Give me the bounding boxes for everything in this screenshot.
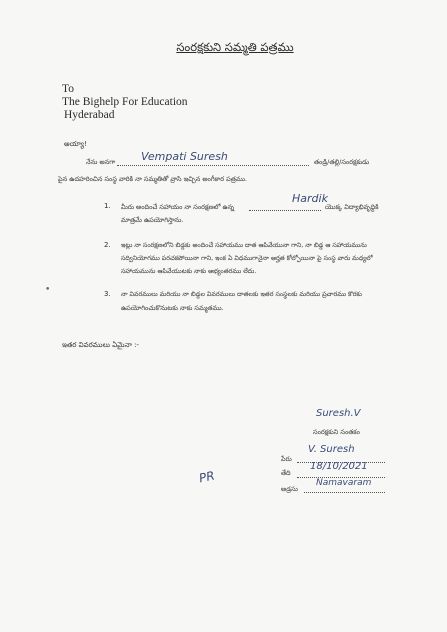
address-to: To	[62, 83, 74, 95]
item2-line2: సద్వినియోగము పరచకపోయినా గాని, ఇంక ఏ విధముగానైనా అర్హత కోల్పోయినా పై సంస్థ వారు మధ్యలో	[121, 255, 373, 262]
signature-label: సంరక్షకుని సంతకం	[313, 428, 360, 436]
item1-line1-prefix: మీరు అందించే సహాయం నా సంరక్షణలో ఉన్న	[121, 203, 235, 211]
field-value-name: V. Suresh	[308, 444, 355, 455]
item2-line3: సహాయమును ఆపివేయుటకు నాకు అభ్యంతరము లేదు.	[121, 268, 257, 275]
address-city: Hyderabad	[64, 109, 115, 121]
guardian-signature: Suresh.V	[316, 408, 361, 419]
intro-line2: పైన ఉదహరించిన సంస్థ వారికి నా సమ్మతితో వ్రాసి ఇచ్చిన అంగీకార పత్రము.	[58, 175, 248, 183]
address-org: The Bighelp For Education	[62, 96, 188, 108]
address-block	[62, 83, 188, 122]
item-number: 2.	[104, 241, 111, 249]
guardian-name-handwritten: Vempati Suresh	[141, 150, 228, 163]
field-label-name: పేరు	[281, 455, 292, 463]
margin-mark: •	[45, 285, 51, 295]
item-number: 3.	[104, 290, 111, 298]
reviewer-initials: PR	[197, 468, 216, 486]
intro-prefix: నేను అనగా	[86, 158, 116, 166]
item-number: 1.	[104, 202, 111, 210]
item1-line1-suffix: యొక్క విద్యాభివృద్ధికి	[325, 203, 379, 211]
field-label-address: అడ్రసు	[281, 485, 298, 493]
item3-line2: ఉపయోగించుకొనుటకు నాకు సమ్మతము.	[121, 304, 224, 312]
salutation: అయ్యా!	[64, 140, 87, 148]
other-details-label: ఇతర వివరములు ఏమైనా :-	[62, 341, 139, 349]
page-title: సంరక్షకుని సమ్మతి పత్రము	[176, 40, 294, 54]
field-value-address: Namavaram	[316, 478, 372, 488]
intro-relation: తండ్రి/తల్లి/సంరక్షకుడు	[314, 158, 370, 166]
item3-line1: నా వివరములు మరియు నా బిడ్డల వివరములు దాతలకు ఇతర సంస్థలకు మరియు ప్రచారము కొరకు	[121, 291, 362, 298]
item2-line1: ఇట్లు నా సంరక్షణలోని బిడ్డకు అందించే సహాయము దాత ఆపివేయునా గాని, నా బిడ్డ ఆ సహాయమును	[121, 242, 367, 249]
field-value-date: 18/10/2021	[310, 461, 368, 472]
item1-line2: మాత్రమే ఉపయోగిస్తాను.	[121, 216, 184, 224]
field-label-date: తేది	[281, 469, 291, 477]
child-name-handwritten: Hardik	[292, 192, 328, 205]
